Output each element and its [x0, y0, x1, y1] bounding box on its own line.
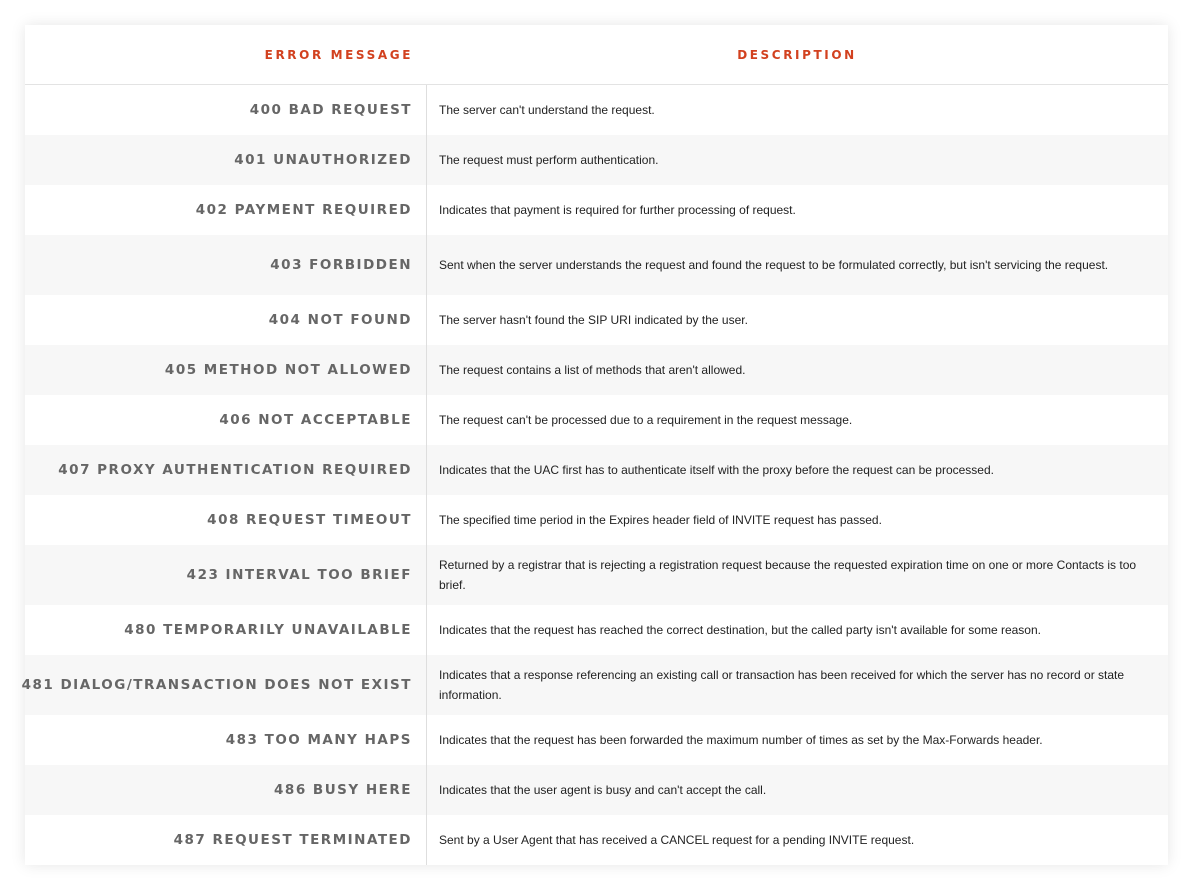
error-description: The request must perform authentication. — [439, 153, 659, 167]
error-code: 403 FORBIDDEN — [25, 235, 427, 295]
error-code: 483 TOO MANY HAPS — [25, 715, 427, 765]
sip-error-table — [21, 25, 1168, 865]
error-description: Indicates that the UAC first has to authenticate itself with the proxy before the request can be processed. — [439, 463, 994, 477]
table-row — [25, 345, 1168, 395]
error-code: 408 REQUEST TIMEOUT — [25, 495, 427, 545]
error-description: Indicates that the request has reached the correct destination, but the called party isn't available for some reason. — [439, 623, 1041, 637]
header-error-message: ERROR MESSAGE — [264, 47, 413, 62]
error-description: The request can't be processed due to a requirement in the request message. — [439, 413, 853, 427]
error-code: 486 BUSY HERE — [25, 765, 427, 815]
error-code: 480 TEMPORARILY UNAVAILABLE — [25, 605, 427, 655]
error-description: The specified time period in the Expires header field of INVITE request has passed. — [439, 513, 882, 527]
error-description: Sent by a User Agent that has received a CANCEL request for a pending INVITE request. — [439, 833, 915, 847]
table-header — [25, 25, 1168, 85]
table-body — [21, 85, 1168, 865]
error-code: 404 NOT FOUND — [25, 295, 427, 345]
table-row — [25, 295, 1168, 345]
table-row — [25, 545, 1168, 605]
error-code: 481 DIALOG/TRANSACTION DOES NOT EXIST — [25, 655, 427, 715]
table-row — [25, 605, 1168, 655]
error-description: The server hasn't found the SIP URI indicated by the user. — [439, 313, 748, 327]
table-row — [25, 715, 1168, 765]
table-row — [25, 765, 1168, 815]
error-code: 405 METHOD NOT ALLOWED — [25, 345, 427, 395]
table-row — [25, 85, 1168, 135]
error-code: 401 UNAUTHORIZED — [25, 135, 427, 185]
error-description: Indicates that a response referencing an existing call or transaction has been received for which the server has no record or state information. — [439, 668, 1125, 702]
error-code: 487 REQUEST TERMINATED — [25, 815, 427, 865]
error-description: Sent when the server understands the request and found the request to be formulated correctly, but isn't servicing the request. — [439, 258, 1109, 272]
error-description: The request contains a list of methods that aren't allowed. — [439, 363, 746, 377]
header-description: DESCRIPTION — [737, 47, 857, 62]
error-description: Indicates that the request has been forwarded the maximum number of times as set by the Max-Forwards header. — [439, 733, 1043, 747]
table-row — [25, 135, 1168, 185]
table-row — [25, 185, 1168, 235]
error-code: 406 NOT ACCEPTABLE — [25, 395, 427, 445]
error-code: 400 BAD REQUEST — [25, 85, 427, 135]
error-code: 402 PAYMENT REQUIRED — [25, 185, 427, 235]
error-description: Indicates that payment is required for further processing of request. — [439, 203, 796, 217]
error-description: Indicates that the user agent is busy and can't accept the call. — [439, 783, 767, 797]
table-row — [25, 495, 1168, 545]
table-row — [21, 655, 1168, 715]
table-row — [25, 235, 1168, 295]
table-row — [25, 815, 1168, 865]
table-row — [25, 445, 1168, 495]
error-code: 407 PROXY AUTHENTICATION REQUIRED — [25, 445, 427, 495]
error-description: The server can't understand the request. — [439, 103, 655, 117]
error-description: Returned by a registrar that is rejecting a registration request because the requested expiration time on one or more Contacts is too brief. — [439, 558, 1137, 592]
error-code: 423 INTERVAL TOO BRIEF — [25, 545, 427, 605]
table-row — [25, 395, 1168, 445]
